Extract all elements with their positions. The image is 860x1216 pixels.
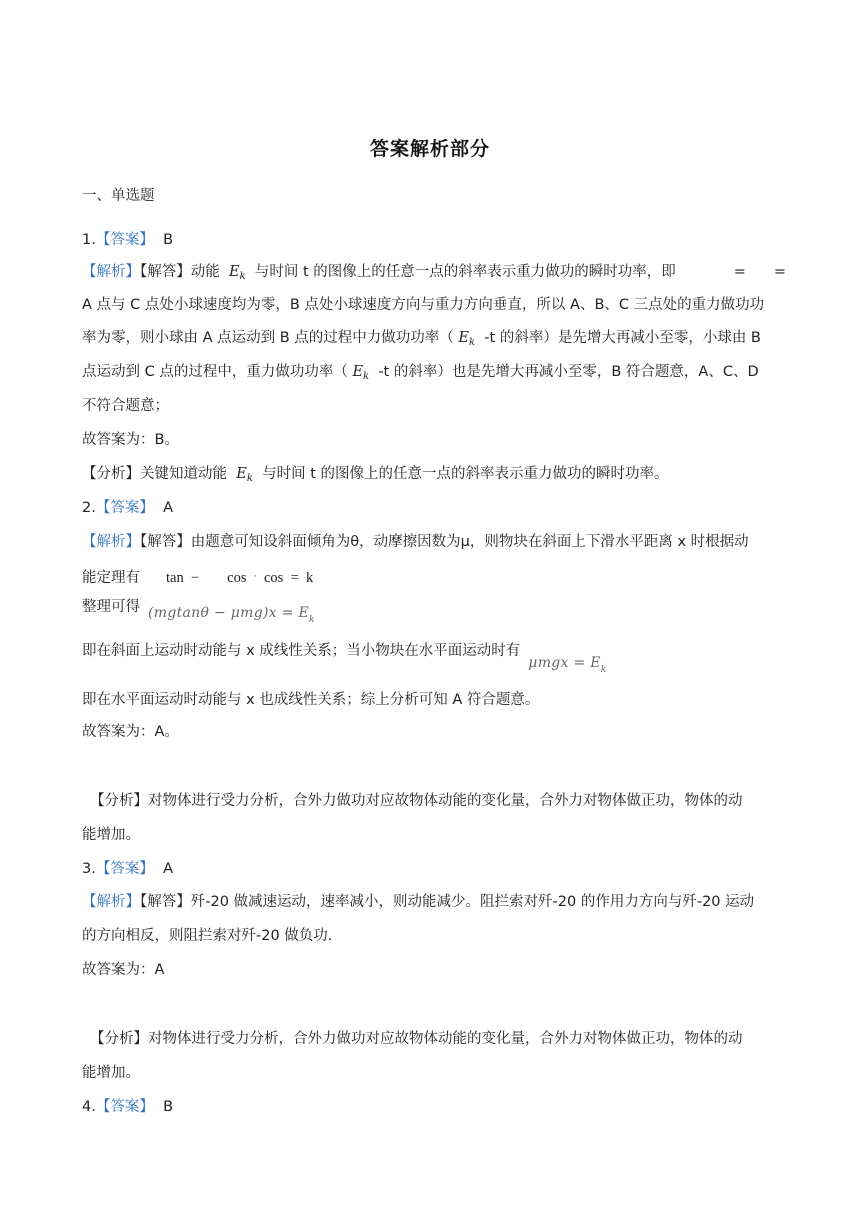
q2-jiexi-line3 — [82, 597, 782, 624]
q3-answer-line — [82, 859, 782, 879]
formula1-text: (mgtanθ − μmg)x = E — [148, 605, 309, 621]
q1-ek-symbol — [236, 466, 253, 482]
q1-text: 率为零，则小球由 A 点运动到 B 点的过程中力做功功率（ — [82, 330, 454, 346]
q2-jiexi-line5: 即在水平面运动时动能与 x 也成线性关系；综上分析可知 A 符合题意。 — [82, 692, 540, 708]
q2-fenxi-line1 — [90, 791, 790, 811]
q2-number: 2. — [82, 500, 96, 516]
ek-k: k — [239, 271, 246, 282]
q3-jiexi-line2: 的方向相反，则阻拦索对歼-20 做负功. — [82, 928, 333, 944]
eq-equals: = — [290, 570, 299, 586]
q1-ek-symbol — [352, 364, 369, 380]
page-title: 答案解析部分 — [369, 138, 490, 160]
ek-k: k — [469, 337, 476, 348]
q2-conclusion: 故答案为：A。 — [82, 724, 179, 740]
q3-text: 歼-20 做减速运动，速率减小，则动能减少。阻拦索对歼-20 的作用力方向与歼-20 运动 — [190, 894, 755, 910]
q3-fenxi-line2: 能增加。 — [82, 1065, 140, 1081]
q4-answer-tag: 【答案】 — [95, 1099, 154, 1115]
q1-jiexi-tag: 【解析】 — [82, 264, 140, 280]
q3-fenxi-line1 — [90, 1029, 790, 1049]
q2-fenxi-line2: 能增加。 — [82, 827, 140, 843]
q4-answer-line — [82, 1097, 782, 1117]
q1-jiexi-line5: 不符合题意； — [82, 398, 169, 414]
q2-answer-line — [82, 498, 782, 518]
ek-e: E — [228, 264, 240, 280]
ek-e: E — [458, 330, 470, 346]
q2-jiexi-tag: 【解析】 — [82, 534, 140, 550]
q1-conclusion: 故答案为：B。 — [82, 432, 179, 448]
q3-jieda-tag: 【解答】 — [140, 894, 191, 910]
q2-equation — [166, 570, 313, 586]
q2-fenxi-tag: 【分析】 — [90, 793, 148, 809]
ek-k: k — [363, 371, 370, 382]
q1-jiexi-line1 — [82, 262, 787, 287]
q3-conclusion: 故答案为：A — [82, 962, 165, 978]
q1-text: 动能 — [190, 264, 220, 280]
q1-ek-symbol — [458, 330, 475, 346]
q1-ek-symbol — [229, 264, 246, 280]
q2-text: 对物体进行受力分析，合外力做功对应故物体动能的变化量，合外力对物体做正功，物体的动 — [148, 793, 743, 809]
eq-cos: cos — [264, 570, 284, 586]
section-heading: 一、单选题 — [82, 188, 155, 204]
ek-e: E — [236, 466, 247, 482]
q3-jiexi-tag: 【解析】 — [82, 894, 140, 910]
ek-k: k — [246, 473, 253, 484]
formula-image-2 — [528, 655, 607, 675]
q1-text: 与时间 t 的图像上的任意一点的斜率表示重力做功的瞬时功率，即 — [254, 264, 676, 280]
formula-image-1 — [148, 605, 315, 625]
q1-answer-tag: 【答案】 — [95, 232, 154, 248]
q3-text: 对物体进行受力分析，合外力做功对应故物体动能的变化量，合外力对物体做正功，物体的动 — [148, 1031, 743, 1047]
q3-fenxi-tag: 【分析】 — [90, 1031, 148, 1047]
formula1-sub: k — [309, 615, 315, 625]
q1-jieda-tag: 【解答】 — [140, 264, 191, 280]
q1-fenxi-tag: 【分析】 — [82, 466, 140, 482]
eq-minus: − — [190, 570, 200, 586]
q1-eq-sign: = — [733, 264, 746, 280]
q3-answer-tag: 【答案】 — [95, 861, 154, 877]
formula2-sub: k — [600, 665, 607, 675]
q2-text: 即在斜面上运动时动能与 x 成线性关系；当小物块在水平面运动时有 — [82, 643, 521, 659]
q1-jiexi-line4 — [82, 362, 782, 387]
q1-text: 点运动到 C 点的过程中，重力做功功率（ — [82, 364, 348, 380]
formula2-text: μmgx = E — [528, 655, 601, 671]
q2-answer-tag: 【答案】 — [95, 500, 154, 516]
q2-jiexi-line1 — [82, 532, 782, 552]
q1-answer-line — [82, 230, 782, 250]
q2-jiexi-line2 — [82, 566, 782, 588]
q1-answer: B — [163, 232, 174, 248]
eq-cos: cos — [227, 570, 247, 586]
q1-jiexi-line2: A 点与 C 点处小球速度均为零，B 点处小球速度方向与重力方向垂直，所以 A、B、C 三点处的重力做功功 — [82, 297, 765, 313]
q4-number: 4. — [82, 1099, 96, 1115]
q1-fenxi — [82, 464, 782, 489]
q2-answer: A — [163, 500, 173, 516]
q2-text: 能定理有 — [82, 570, 140, 586]
q1-jiexi-line3 — [82, 328, 782, 353]
q2-text: 整理可得 — [82, 599, 140, 615]
q2-jieda-tag: 【解答】 — [140, 534, 191, 550]
q1-text: 关键知道动能 — [140, 466, 227, 482]
eq-tan: tan — [166, 570, 184, 586]
q3-jiexi-line1 — [82, 892, 782, 912]
q1-eq-sign: = — [773, 264, 787, 280]
q4-answer: B — [163, 1099, 174, 1115]
eq-k: k — [306, 570, 314, 586]
q1-text: -t 的斜率）是先增大再减小至零，小球由 B — [484, 330, 761, 346]
q3-answer: A — [163, 861, 173, 877]
q1-text: 与时间 t 的图像上的任意一点的斜率表示重力做功的瞬时功率。 — [262, 466, 669, 482]
eq-dot: · — [253, 571, 257, 581]
q3-number: 3. — [82, 861, 96, 877]
ek-e: E — [352, 364, 364, 380]
q1-text: -t 的斜率）也是先增大再减小至零，B 符合题意，A、C、D — [378, 364, 759, 380]
q2-jiexi-line4 — [82, 641, 782, 675]
q2-text: 由题意可知设斜面倾角为θ，动摩擦因数为μ，则物块在斜面上下滑水平距离 x 时根据动 — [190, 534, 749, 550]
q1-number: 1. — [82, 232, 96, 248]
